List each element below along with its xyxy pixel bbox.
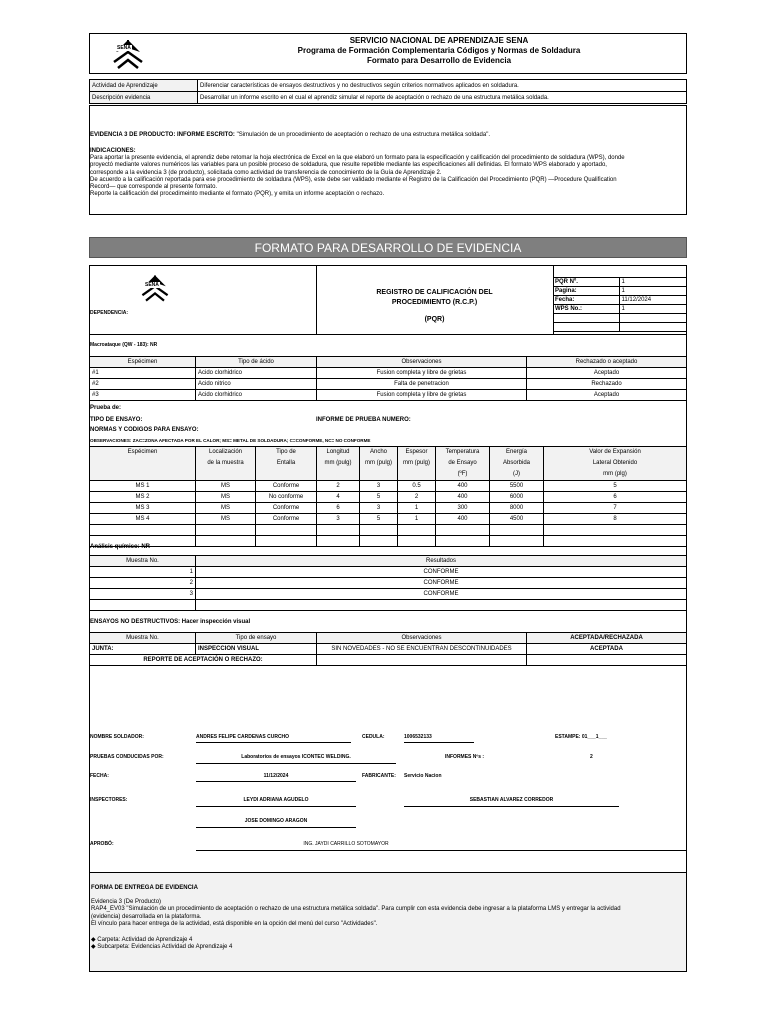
- description-value: Desarrollar un informe escrito en el cual el aprendiz simular el reporte de aceptación o rechazo de una estructura metálica soldada.: [198, 92, 687, 104]
- impact-header-text: Absorbida: [502, 460, 531, 466]
- acid-cell: Fusion completa y libre de grietas: [317, 390, 527, 401]
- table-row: [90, 567, 687, 578]
- impact-cell: 4500: [490, 514, 544, 525]
- inspector-2: SEBASTIAN ALVAREZ CORREDOR: [469, 797, 554, 803]
- header-line-3: Formato para Desarrollo de Evidencia: [366, 56, 512, 65]
- impact-header-text: Tipo de: [276, 449, 296, 455]
- sena-logo-text: SENA: [117, 45, 131, 51]
- bullet-text: Carpeta: Actividad de Aprendizaje 4: [97, 937, 193, 943]
- impact-cell: 300: [436, 503, 490, 514]
- date-label: Fecha:: [553, 296, 619, 305]
- reports-label: INFORMES Nºs :: [445, 754, 485, 760]
- acid-header: Rechazado o aceptado: [527, 357, 687, 368]
- impact-cell: 5: [544, 481, 687, 492]
- evidence-title-rest: "Simulación de un procedimiento de aceptación o rechazo de una estructura metálica soldada".: [234, 132, 490, 138]
- impact-cell: 1: [398, 514, 436, 525]
- impact-cell: MS: [196, 514, 256, 525]
- bullet-text: Subcarpeta: Evidencias Actividad de Aprendizaje 4: [97, 944, 233, 951]
- ndt-cell: INSPECCION VISUAL: [196, 644, 317, 655]
- inspector-3: JOSE DOMINGO ARAGON: [244, 818, 308, 824]
- page-value: 1: [619, 287, 687, 296]
- impact-header-text: mm (pulg): [324, 460, 352, 466]
- id-value: 1006532133: [404, 734, 432, 740]
- impact-header-text: (J): [513, 471, 520, 477]
- impact-cell: Conforme: [256, 481, 317, 492]
- impact-cell: 400: [436, 514, 490, 525]
- acid-table: [89, 356, 687, 401]
- pqr-no-value: 1: [619, 278, 687, 287]
- impact-cell: MS: [196, 492, 256, 503]
- impact-header-text: Energía: [505, 449, 527, 455]
- acid-cell: Falta de penetracion: [317, 379, 527, 390]
- description-label: Descripción evidencia: [90, 92, 198, 104]
- impact-cell: 3: [317, 514, 360, 525]
- chem-cell: CONFORME: [196, 589, 687, 600]
- impact-cell: MS: [196, 481, 256, 492]
- impact-header-text: mm (pulg): [364, 460, 392, 466]
- impact-header-text: Ancho: [369, 449, 387, 455]
- impact-cell: 3: [360, 481, 398, 492]
- indication-line: Reporte la calificación del procedimeinto mediante el formato (PQR), y emita un informe aceptación o rechazo.: [90, 191, 385, 198]
- delivery-title: FORMA DE ENTREGA DE EVIDENCIA: [91, 885, 198, 891]
- pqr-title-2: PROCEDIMIENTO (R.C.P.): [391, 299, 478, 306]
- impact-header-text: (ºF): [457, 471, 468, 477]
- impact-table: [89, 446, 687, 547]
- ndt-cell: JUNTA:: [90, 644, 196, 655]
- table-row: [90, 503, 687, 514]
- reports-value: 2: [590, 754, 593, 760]
- impact-cell: Conforme: [256, 514, 317, 525]
- impact-header: [256, 447, 317, 481]
- evidence-title: EVIDENCIA 3 DE PRODUCTO: INFORME ESCRITO:: [90, 132, 235, 138]
- ndt-title: ENSAYOS NO DESTRUCTIVOS: Hacer inspección visual: [90, 619, 251, 625]
- stamp-label: ESTAMPE: 01___1___: [555, 734, 607, 740]
- delivery-line: RAP4_EV03 "Simulación de un procedimiento de aceptación o rechazo de una estructura metálica soldada". Para cumplir con esta evidencia debe ingresar a la plataforma LMS y entregar la actividad: [91, 906, 621, 913]
- pqr-logo: [137, 273, 173, 303]
- impact-cell: 8: [544, 514, 687, 525]
- chem-cell: 3: [90, 589, 196, 600]
- impact-cell: 4: [317, 492, 360, 503]
- impact-cell: No conforme: [256, 492, 317, 503]
- impact-header-text: Localización: [208, 449, 243, 455]
- id-label: CEDULA:: [362, 734, 385, 740]
- impact-cell: 5500: [490, 481, 544, 492]
- pqr-no-label: PQR Nº.: [553, 278, 619, 287]
- delivery-line: El vínculo para hacer entrega de la actividad, está disponible en la opción del menú del curso "Actividades".: [91, 920, 378, 927]
- impact-header-text: mm (pulg): [402, 460, 430, 466]
- bullet-icon: ◆: [91, 944, 98, 951]
- delivery-box: [89, 872, 687, 972]
- wps-label: WPS No.:: [553, 305, 619, 314]
- impact-header-text: Valor de Expansión: [589, 449, 641, 455]
- impact-header-text: Entalla: [276, 460, 296, 466]
- evidence-box: [89, 105, 687, 215]
- chem-cell: 1: [90, 567, 196, 578]
- acid-cell: Rechazado: [527, 379, 687, 390]
- pqr-title-1: REGISTRO DE CALIFICACIÓN DEL: [376, 289, 493, 296]
- acid-cell: Acido clorhidrico: [196, 390, 317, 401]
- impact-cell: Conforme: [256, 503, 317, 514]
- impact-header: [544, 447, 687, 481]
- bullet-icon: ◆: [91, 937, 98, 943]
- tipo-ensayo-label: TIPO DE ENSAYO:: [90, 417, 143, 423]
- table-row: [90, 578, 687, 589]
- header-line-2: Programa de Formación Complementaria Códigos y Normas de Soldadura: [297, 46, 581, 55]
- pqr-logo-text: SENA: [145, 282, 159, 288]
- date-sig-value: 11/12/2024: [263, 773, 289, 779]
- impact-header: [436, 447, 490, 481]
- impact-cell: MS 1: [90, 481, 196, 492]
- indication-line: corresponde a la evidencia 3 (de producto), solicitada como actividad de transferencia de conocimiento de la Guía de Aprendizaje 2.: [90, 169, 442, 176]
- date-sig-label: FECHA:: [90, 773, 109, 779]
- approved-value: ING. JAYDI CARRILLO SOTOMAYOR: [303, 841, 389, 847]
- impact-header: [398, 447, 436, 481]
- indication-line: proyectó mediante valores numéricos las variables para un posible proceso de soldadura, que resulte repetible mediante las especificaciones allí definidas. El formato WPS elaborado y aportado,: [90, 162, 607, 169]
- table-row: [90, 589, 687, 600]
- chem-table: [89, 555, 687, 611]
- impact-cell: 1: [398, 503, 436, 514]
- welder-name: ANDRES FELIPE CARDENAS CURCHO: [196, 734, 290, 740]
- impact-header-text: Longitud: [326, 449, 350, 455]
- impact-cell: 2: [317, 481, 360, 492]
- sena-logo: [108, 38, 148, 70]
- impact-cell: 400: [436, 492, 490, 503]
- impact-cell: 400: [436, 481, 490, 492]
- impact-cell: 6: [317, 503, 360, 514]
- activity-table: [89, 79, 687, 104]
- acid-header: Espécimen: [90, 357, 196, 368]
- delivery-bullet: [91, 944, 232, 951]
- impact-header: [360, 447, 398, 481]
- delivery-bullet: [91, 937, 232, 944]
- ndt-header: ACEPTADA/RECHAZADA: [527, 633, 687, 644]
- approved-label: APROBÓ:: [90, 841, 114, 847]
- table-row: [90, 379, 687, 390]
- impact-cell: MS 4: [90, 514, 196, 525]
- impact-cell: MS: [196, 503, 256, 514]
- acid-cell: Acido clorhidrico: [196, 368, 317, 379]
- impact-header-text: Lateral Obtenido: [592, 460, 638, 466]
- chem-cell: CONFORME: [196, 567, 687, 578]
- dependencia-label: DEPENDENCIA:: [90, 310, 129, 316]
- impact-cell: MS 3: [90, 503, 196, 514]
- impact-header-text: Temperatura: [445, 449, 480, 455]
- impact-header-text: mm (plg): [603, 471, 627, 477]
- report-label: REPORTE DE ACEPTACIÓN O RECHAZO:: [90, 655, 317, 666]
- impact-header: [317, 447, 360, 481]
- impact-header-text: de Ensayo: [448, 460, 477, 466]
- impact-cell: 0.5: [398, 481, 436, 492]
- delivery-line: (evidencia) desarrollada en la plataforma.: [91, 913, 202, 920]
- acid-cell: Acido nitrico: [196, 379, 317, 390]
- impact-header: [196, 447, 256, 481]
- acid-cell: Aceptado: [527, 368, 687, 379]
- table-row: [90, 514, 687, 525]
- acid-cell: Aceptado: [527, 390, 687, 401]
- table-row: [90, 390, 687, 401]
- header-box: [89, 33, 687, 74]
- indication-line: Record— que corresponde al presente formato.: [90, 184, 218, 191]
- manufacturer-value: Servicio Nacion: [404, 773, 442, 779]
- impact-header: [490, 447, 544, 481]
- impact-cell: 3: [360, 503, 398, 514]
- table-row: [90, 481, 687, 492]
- ndt-header: Muestra No.: [90, 633, 196, 644]
- prueba-de-label: Prueba de:: [90, 405, 122, 411]
- chem-cell: 2: [90, 578, 196, 589]
- impact-cell: 5: [360, 514, 398, 525]
- inspectors-label: INSPECTORES:: [90, 797, 128, 803]
- acid-cell: #3: [90, 390, 196, 401]
- tests-label: PRUEBAS CONDUCIDAS POR:: [90, 754, 164, 760]
- acid-cell: #2: [90, 379, 196, 390]
- impact-header-text: Espécimen: [127, 449, 158, 455]
- table-row: [90, 492, 687, 503]
- date-value: 11/12/2024: [619, 296, 687, 305]
- ndt-cell: ACEPTADA: [527, 644, 687, 655]
- table-row: [90, 368, 687, 379]
- table-row: [90, 644, 687, 655]
- manufacturer-label: FABRICANTE:: [362, 773, 396, 779]
- normas-label: NORMAS Y CODIGOS PARA ENSAYO:: [90, 427, 199, 433]
- chem-title: Análisis químico: NR: [90, 544, 151, 550]
- observaciones-note: OBSERVACIONES: ZAC=ZONA AFECTADA POR EL CALOR; MS= METAL DE SOLDADURA; C=CONFORME, NC= NO CONFORME: [90, 438, 371, 443]
- impact-header-text: de la muestra: [207, 460, 244, 466]
- wps-value: 1: [619, 305, 687, 314]
- ndt-header: Tipo de ensayo: [196, 633, 317, 644]
- activity-label: Actividad de Aprendizaje: [90, 80, 198, 92]
- impact-header: [90, 447, 196, 481]
- indication-line: Para aportar la presente evidencia, el aprendiz debe retomar la hoja electrónica de Excel en la que elaboró un formato para la especificación y calificación del procedimiento de soldadura (WPS), donde: [90, 155, 625, 161]
- impact-cell: MS 2: [90, 492, 196, 503]
- tests-value: Laboratorios de ensayos ICONTEC WELDING.: [241, 754, 351, 760]
- indication-line: De acuerdo a la calificación reportada para ese procedimiento de soldadura (WPS), este debe ser validado mediante el Registro de la Calificación del Procedimiento (PQR) —Procedure Qualification: [90, 176, 617, 183]
- acid-header: Observaciones: [317, 357, 527, 368]
- pqr-title-3: (PQR): [424, 316, 445, 323]
- acid-header: Tipo de ácido: [196, 357, 317, 368]
- chem-header: Resultados: [196, 556, 687, 567]
- impact-cell: 5: [360, 492, 398, 503]
- impact-header-text: Espesor: [405, 449, 428, 455]
- ndt-cell: SIN NOVEDADES - NO SE ENCUENTRAN DESCONTINUIDADES: [317, 644, 527, 655]
- chem-cell: CONFORME: [196, 578, 687, 589]
- chem-header: Muestra No.: [90, 556, 196, 567]
- pqr-fields: [553, 277, 687, 332]
- activity-value: Diferenciar características de ensayos destructivos y no destructivos según criterios normativos aplicados en soldadura.: [198, 80, 687, 92]
- page-label: Pagina:: [553, 287, 619, 296]
- impact-cell: 6000: [490, 492, 544, 503]
- format-banner: FORMATO PARA DESARROLLO DE EVIDENCIA: [89, 237, 687, 258]
- indications-title: INDICACIONES:: [90, 148, 136, 154]
- welder-label: NOMBRE SOLDADOR:: [90, 734, 144, 740]
- inspector-1: LEYDI ADRIANA AGUDELO: [243, 797, 309, 803]
- impact-cell: 2: [398, 492, 436, 503]
- ndt-header: Observaciones: [317, 633, 527, 644]
- impact-cell: 8000: [490, 503, 544, 514]
- macro-label: Macroataque (QW - 183): NR: [90, 342, 158, 348]
- impact-cell: 7: [544, 503, 687, 514]
- delivery-line: Evidencia 3 (De Producto): [91, 899, 162, 905]
- acid-cell: Fusion completa y libre de grietas: [317, 368, 527, 379]
- ndt-table: [89, 632, 687, 666]
- informe-prueba-label: INFORME DE PRUEBA NUMERO:: [316, 417, 411, 423]
- acid-cell: #1: [90, 368, 196, 379]
- impact-cell: 6: [544, 492, 687, 503]
- header-line-1: SERVICIO NACIONAL DE APRENDIZAJE SENA: [349, 36, 529, 45]
